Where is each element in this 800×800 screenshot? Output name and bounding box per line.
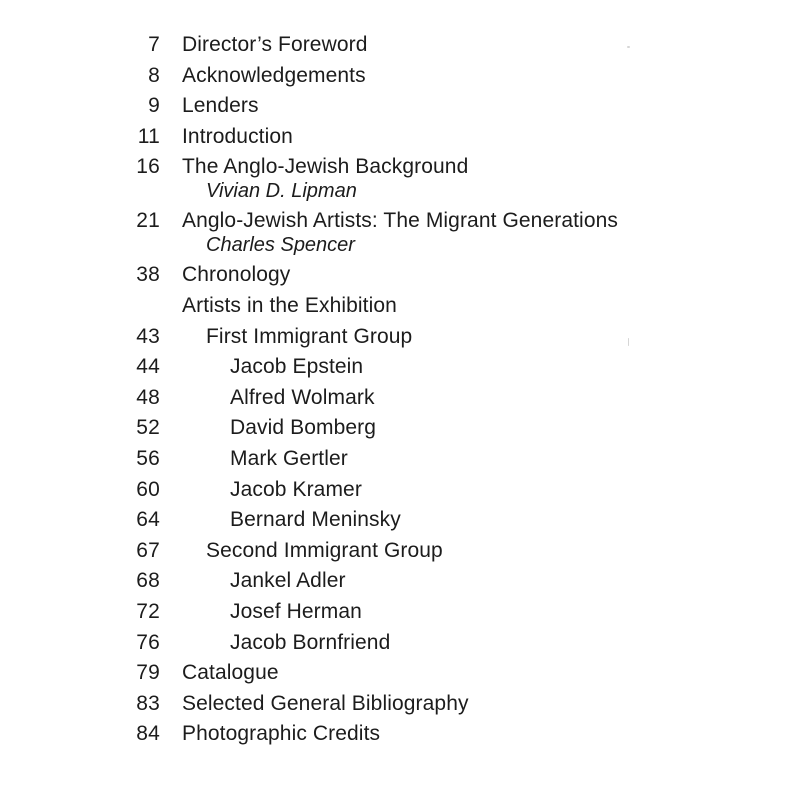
page-number: 9	[148, 94, 160, 118]
entry-title: Mark Gertler	[230, 446, 348, 470]
entry-title: The Anglo-Jewish Background	[182, 155, 469, 179]
entry-title: Jacob Epstein	[230, 355, 364, 379]
section-title: Second Immigrant Group	[206, 538, 443, 562]
toc-entry	[0, 689, 800, 720]
page-number: 68	[136, 569, 160, 593]
page-number: 83	[136, 691, 160, 715]
page-number: 11	[137, 124, 160, 148]
toc-entry	[0, 505, 800, 536]
page-number: 72	[136, 599, 160, 623]
entry-title: David Bomberg	[230, 416, 377, 440]
toc-entry	[0, 658, 800, 689]
entry-author: Charles Spencer	[206, 234, 355, 257]
entry-title: Bernard Meninsky	[230, 508, 401, 532]
page-number: 52	[136, 416, 160, 440]
toc-entry	[0, 352, 800, 383]
toc-entry	[0, 444, 800, 475]
section-title: First Immigrant Group	[206, 324, 413, 348]
toc-entry	[0, 260, 800, 291]
page-number: 8	[148, 63, 160, 87]
page-number: 7	[148, 33, 160, 56]
toc-entry	[0, 536, 800, 567]
entry-title: Alfred Wolmark	[230, 385, 375, 409]
page-number: 16	[136, 155, 160, 179]
entry-title: Artists in the Exhibition	[182, 293, 397, 317]
page-number: 21	[136, 209, 160, 233]
toc-entry	[0, 383, 800, 414]
page-number: 84	[136, 722, 160, 746]
entry-title: Lenders	[182, 94, 259, 118]
entry-title: Acknowledgements	[182, 63, 366, 87]
page-number: 44	[136, 355, 160, 379]
entry-author: Vivian D. Lipman	[206, 180, 357, 203]
toc-entry	[0, 30, 800, 61]
entry-title: Catalogue	[182, 661, 279, 685]
entry-title: Jankel Adler	[230, 569, 346, 593]
toc-entry	[0, 206, 800, 260]
toc-entry	[0, 475, 800, 506]
page-number: 38	[136, 263, 160, 287]
toc-entry	[0, 152, 800, 206]
toc-entry	[0, 597, 800, 628]
toc-entry	[0, 291, 800, 322]
page-number: 60	[136, 477, 160, 501]
entry-title: Chronology	[182, 263, 291, 287]
toc-entry	[0, 566, 800, 597]
page-number: 56	[136, 446, 160, 470]
page-number: 43	[136, 324, 160, 348]
entry-title: Jacob Bornfriend	[230, 630, 391, 654]
toc-entry	[0, 61, 800, 92]
toc-entry	[0, 719, 800, 750]
entry-title: Josef Herman	[230, 599, 362, 623]
entry-title: Anglo-Jewish Artists: The Migrant Generations	[182, 209, 618, 233]
toc-entry	[0, 628, 800, 659]
page-number: 79	[136, 661, 160, 685]
page-number: 64	[136, 508, 160, 532]
entry-title: Jacob Kramer	[230, 477, 362, 501]
toc-entry	[0, 122, 800, 153]
entry-title: Photographic Credits	[182, 722, 381, 746]
entry-title: Director’s Foreword	[182, 33, 368, 56]
toc-entry	[0, 413, 800, 444]
toc-entry	[0, 91, 800, 122]
entry-title: Selected General Bibliography	[182, 691, 469, 715]
entry-title: Introduction	[182, 124, 293, 148]
table-of-contents	[0, 30, 800, 750]
page-number: 76	[136, 630, 160, 654]
toc-entry	[0, 322, 800, 353]
page-number: 67	[136, 538, 160, 562]
page-number: 48	[136, 385, 160, 409]
